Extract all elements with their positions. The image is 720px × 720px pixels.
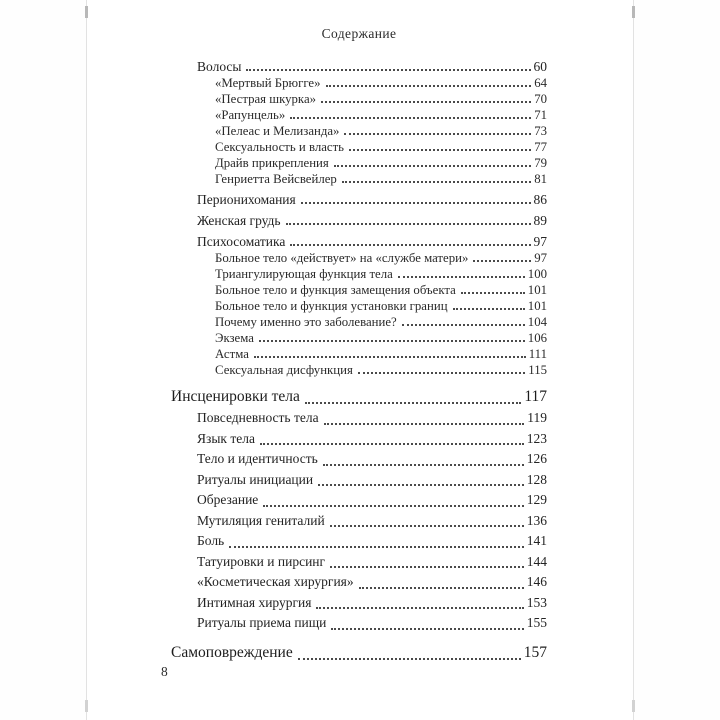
- dot-leader: [316, 607, 523, 609]
- toc-entry-label: Психосоматика: [197, 234, 286, 249]
- toc-entry-page: 64: [534, 76, 547, 90]
- dot-leader: [330, 566, 524, 568]
- toc-entry: [171, 75, 547, 91]
- dot-leader: [342, 181, 531, 183]
- toc-entry-page: 100: [527, 267, 547, 281]
- toc-entry-page: 117: [524, 388, 547, 405]
- toc-entry-label: Тело и идентичность: [197, 451, 318, 466]
- dot-leader: [402, 324, 525, 326]
- folio-page-number: 8: [161, 664, 168, 679]
- toc-entry-page: 128: [526, 471, 547, 487]
- dot-leader: [473, 260, 531, 262]
- toc-entry-page: 79: [534, 156, 547, 170]
- dot-leader: [453, 308, 525, 310]
- toc-entry-label: Боль: [197, 533, 225, 548]
- toc-entry: [171, 470, 547, 491]
- toc-entry-label: Ритуалы приема пищи: [197, 615, 327, 630]
- dot-leader: [334, 165, 531, 167]
- toc-entry: [171, 314, 547, 330]
- toc-entry: [171, 511, 547, 532]
- dot-leader: [321, 101, 531, 103]
- toc-entry-label: «Косметическая хирургия»: [197, 574, 354, 589]
- dot-leader: [290, 117, 531, 119]
- toc-content: [87, 0, 633, 664]
- dot-leader: [263, 505, 523, 507]
- toc-entry-label: «Пестрая шкурка»: [215, 92, 317, 106]
- toc-entry-page: 104: [527, 315, 547, 329]
- dot-leader: [349, 149, 531, 151]
- page-edge-mark: [632, 700, 635, 712]
- toc-entry: [171, 593, 547, 614]
- dot-leader: [229, 546, 524, 548]
- dot-leader: [318, 484, 524, 486]
- toc-entry-page: 155: [526, 615, 547, 630]
- toc-entry-label: Мутиляция гениталий: [197, 512, 325, 528]
- toc-entry-page: 157: [523, 643, 547, 661]
- toc-entry-page: 101: [527, 299, 547, 313]
- toc-entry-label: Сексуальная дисфункция: [215, 363, 353, 377]
- toc-entry-page: 153: [526, 594, 547, 610]
- toc-entry: [171, 572, 547, 593]
- toc-entry-label: Больное тело и функция установки границ: [215, 299, 448, 313]
- toc-entry-page: 70: [534, 92, 547, 106]
- dot-leader: [359, 587, 524, 589]
- toc-entry-label: Самоповреждение: [171, 643, 293, 661]
- toc-entry: [171, 552, 547, 573]
- toc-entry-label: «Рапунцель»: [215, 108, 286, 122]
- toc-entry: [171, 139, 547, 155]
- dot-leader: [301, 202, 531, 204]
- dot-leader: [254, 356, 526, 358]
- toc-entry-page: 73: [534, 124, 547, 138]
- toc-entry: [171, 362, 547, 378]
- toc-entry-label: «Мертвый Брюгге»: [215, 76, 321, 90]
- toc-entry-page: 89: [533, 213, 547, 228]
- toc-entry: [171, 212, 547, 229]
- toc-entry-page: 146: [526, 574, 547, 589]
- dot-leader: [323, 464, 524, 466]
- toc-entry: [171, 531, 547, 552]
- toc-entry-page: 71: [534, 108, 547, 122]
- toc-entry-page: 77: [534, 140, 547, 154]
- toc-entry-label: Больное тело и функция замещения объекта: [215, 283, 456, 297]
- toc-entry: [171, 429, 547, 450]
- dot-leader: [344, 133, 531, 135]
- dot-leader: [260, 443, 524, 445]
- toc-entry: [171, 155, 547, 171]
- dot-leader: [326, 85, 532, 87]
- toc-entry-page: 144: [526, 553, 547, 569]
- toc-entry: [171, 642, 547, 664]
- toc-entry-label: Татуировки и пирсинг: [197, 553, 326, 569]
- toc-entry-label: Триангулирующая функция тела: [215, 267, 393, 281]
- toc-entry-label: Экзема: [215, 331, 254, 345]
- toc-entry-page: 141: [526, 533, 547, 548]
- toc-entry-label: «Пелеас и Мелизанда»: [215, 124, 340, 138]
- toc-entry-label: Генриетта Вейсвейлер: [215, 172, 337, 186]
- toc-entry: [171, 250, 547, 266]
- toc-entry: [171, 408, 547, 429]
- dot-leader: [324, 423, 525, 425]
- toc-entry-label: Астма: [215, 347, 249, 361]
- toc-entry: [171, 171, 547, 187]
- toc-entry-label: Повседневность тела: [197, 410, 319, 425]
- toc-entry-page: 111: [528, 347, 547, 361]
- toc-entry-page: 126: [526, 451, 547, 466]
- dot-leader: [286, 223, 531, 225]
- toc-entry-label: Перионихомания: [197, 192, 296, 207]
- toc-entry: [171, 91, 547, 107]
- toc-entry: [171, 282, 547, 298]
- dot-leader: [305, 402, 521, 404]
- dot-leader: [298, 658, 521, 660]
- toc-entry-page: 101: [527, 283, 547, 297]
- toc-entry: [171, 233, 547, 250]
- page-edge-mark: [85, 700, 88, 712]
- dot-leader: [461, 292, 525, 294]
- toc-entry: [171, 330, 547, 346]
- toc-entry-label: Больное тело «действует» на «службе матери»: [215, 251, 469, 265]
- toc-entry: [171, 386, 547, 408]
- toc-entry-label: Обрезание: [197, 492, 259, 507]
- toc-list: [171, 58, 547, 664]
- dot-leader: [259, 340, 525, 342]
- toc-entry-label: Инсценировки тела: [171, 388, 300, 405]
- toc-entry-page: 115: [528, 363, 547, 377]
- toc-entry: [171, 613, 547, 634]
- toc-entry: [171, 58, 547, 75]
- toc-entry-page: 129: [526, 492, 547, 507]
- dot-leader: [246, 69, 530, 71]
- toc-entry-page: 119: [527, 410, 547, 425]
- dot-leader: [290, 244, 530, 246]
- toc-entry-page: 106: [527, 331, 547, 345]
- toc-entry-page: 97: [534, 251, 547, 265]
- toc-entry: [171, 191, 547, 208]
- dot-leader: [398, 276, 525, 278]
- dot-leader: [330, 525, 524, 527]
- dot-leader: [358, 372, 525, 374]
- book-page: [86, 0, 634, 720]
- toc-entry-label: Ритуалы инициации: [197, 471, 314, 487]
- toc-entry-label: Почему именно это заболевание?: [215, 315, 397, 329]
- dot-leader: [331, 628, 523, 630]
- toc-entry-label: Драйв прикрепления: [215, 156, 329, 170]
- toc-entry-label: Интимная хирургия: [197, 594, 312, 610]
- toc-entry-label: Женская грудь: [197, 213, 281, 228]
- toc-entry: [171, 449, 547, 470]
- page-title: Содержание: [321, 26, 397, 41]
- toc-entry-label: Волосы: [197, 59, 242, 74]
- toc-entry-page: 123: [526, 430, 547, 446]
- toc-entry-page: 81: [534, 172, 547, 186]
- toc-entry: [171, 298, 547, 314]
- toc-entry: [171, 346, 547, 362]
- toc-entry-page: 86: [533, 192, 547, 207]
- toc-entry: [171, 490, 547, 511]
- toc-entry-page: 97: [533, 234, 547, 249]
- toc-entry-page: 60: [533, 59, 547, 74]
- toc-entry-page: 136: [526, 512, 547, 528]
- toc-entry: [171, 266, 547, 282]
- toc-entry: [171, 107, 547, 123]
- toc-entry-label: Сексуальность и власть: [215, 140, 344, 154]
- toc-entry: [171, 123, 547, 139]
- toc-entry-label: Язык тела: [197, 430, 255, 446]
